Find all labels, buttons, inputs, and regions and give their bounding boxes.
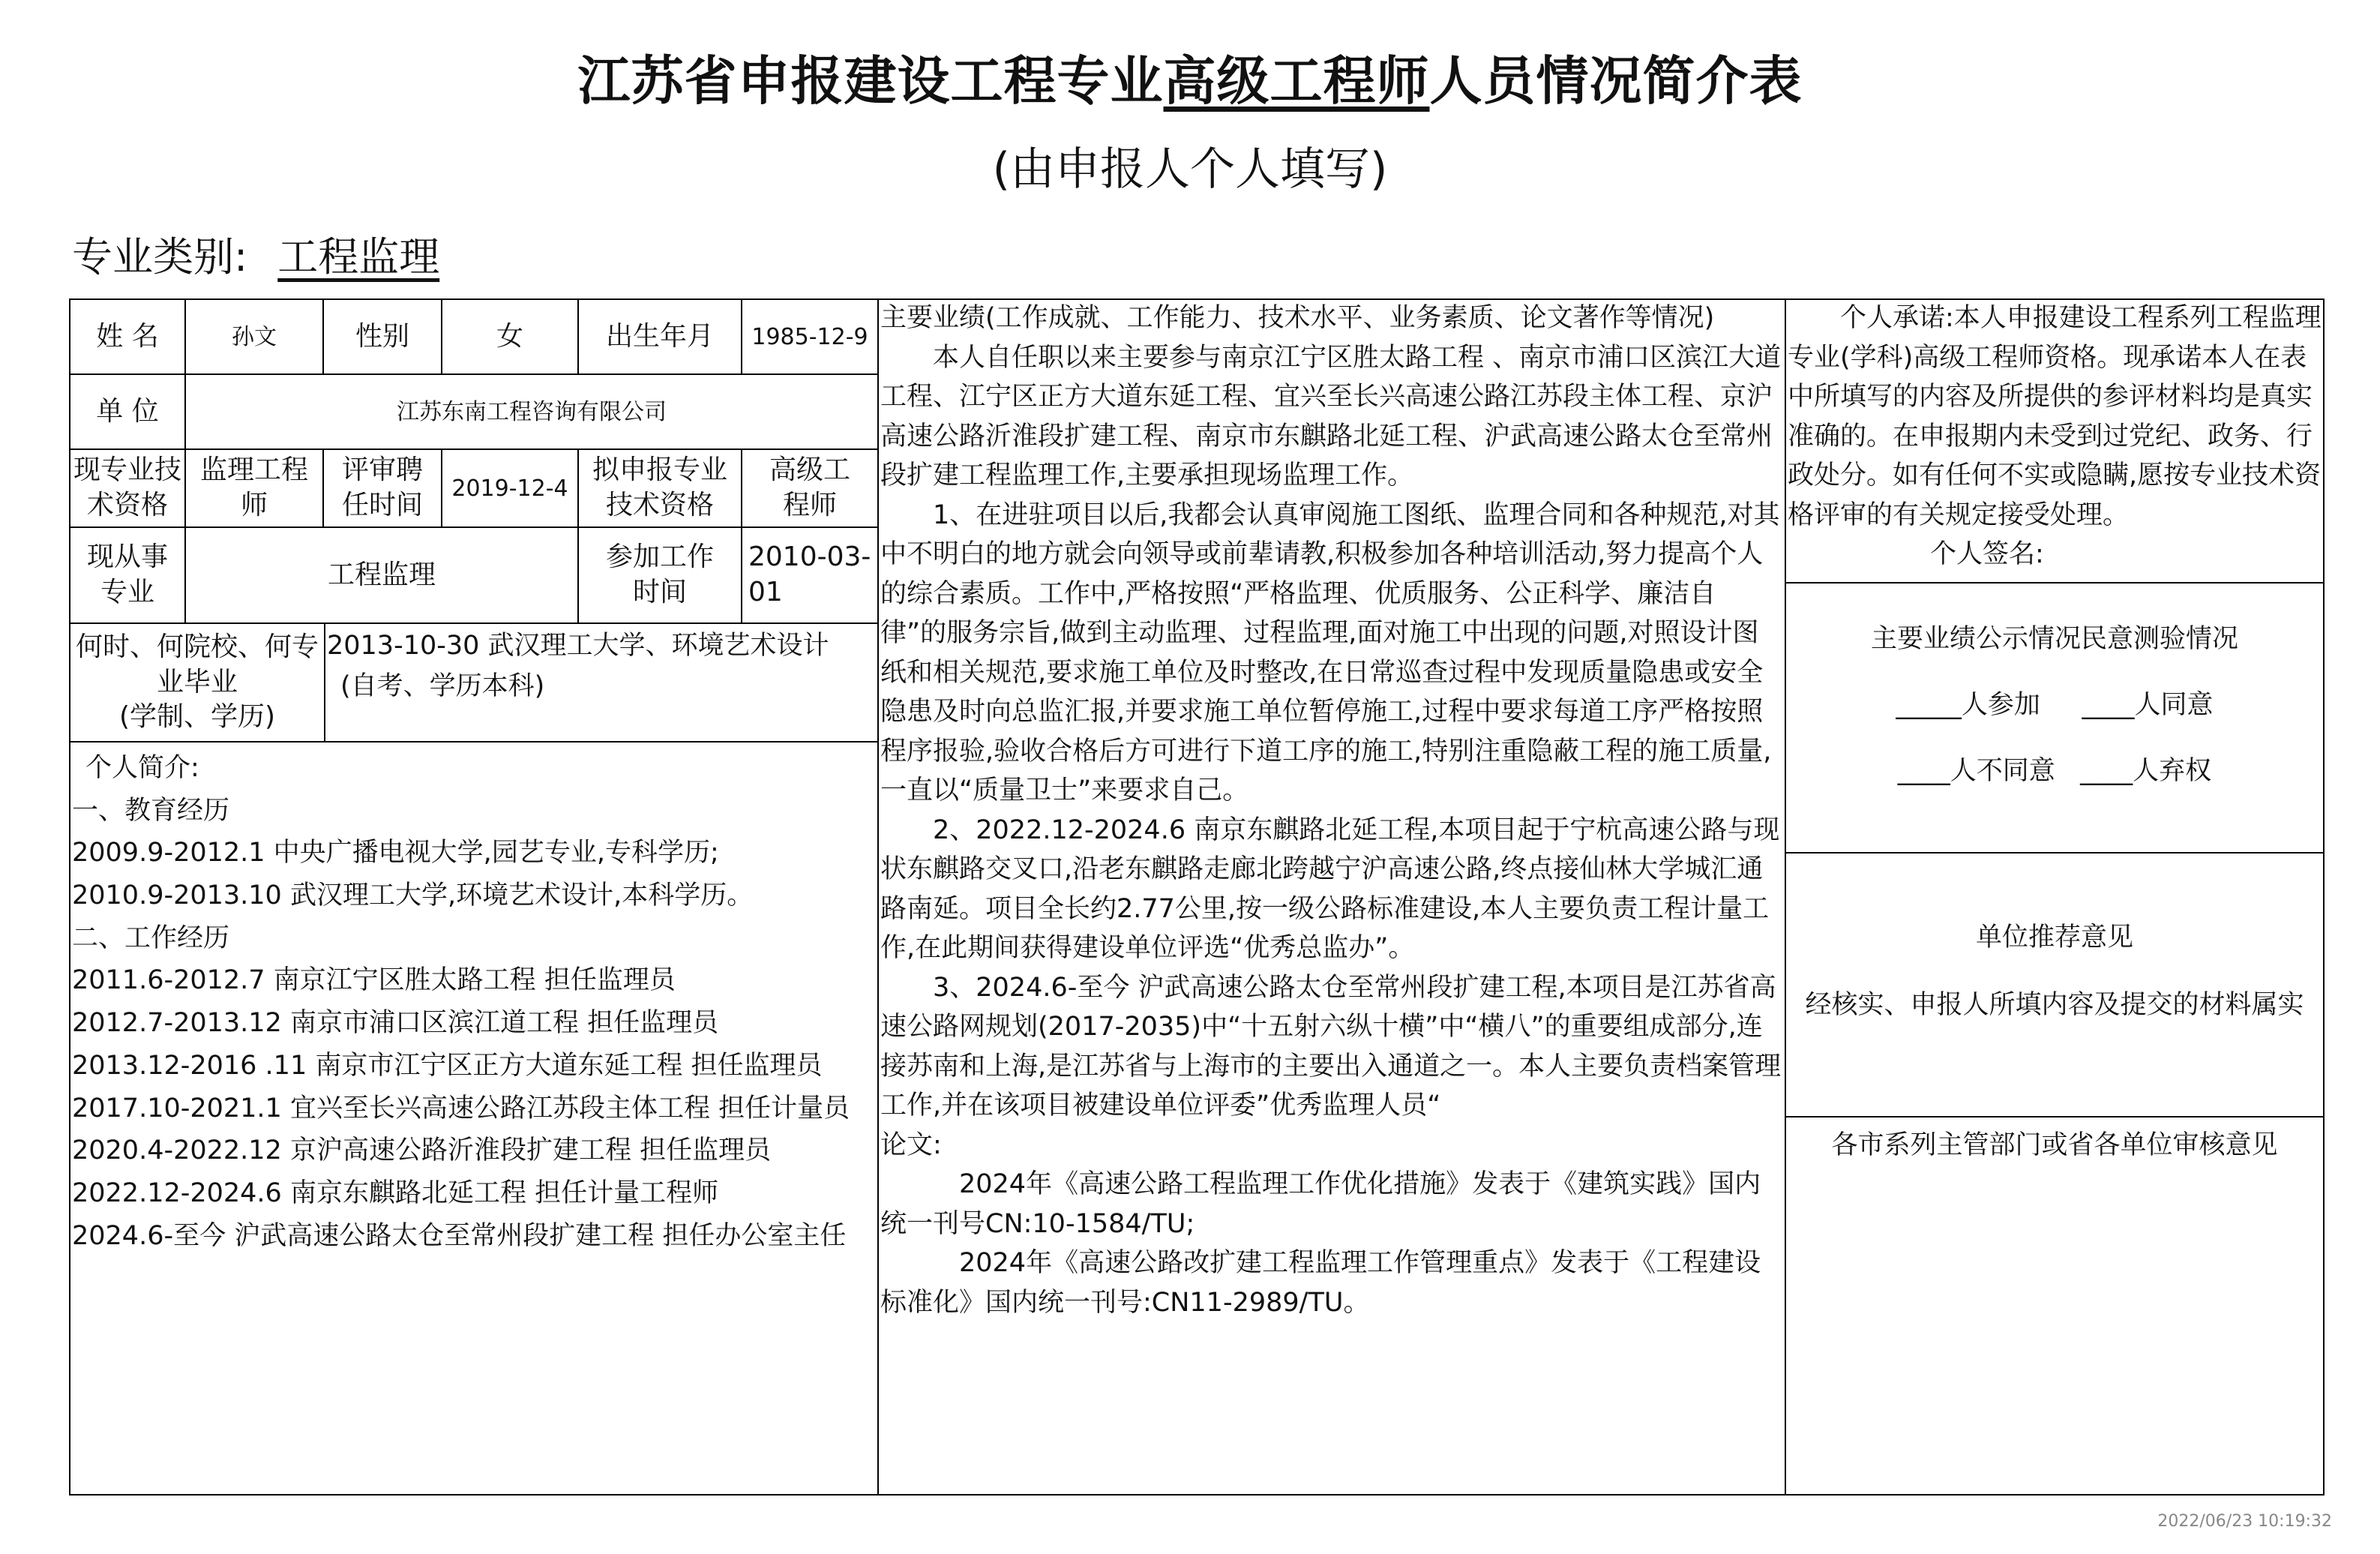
- achievement-paragraph: 3、2024.6-至今 沪武高速公路太仓至常州段扩建工程,本项目是江苏省高速公路网规划(2017-2035)中“十五射六纵十横”中“横八”的重要组成部分,连接苏南和上海,是江苏省与上海市的主要出入通道之一。本人主要负责档案管理工作,并在该项目被建设单位评委”优秀监理人员“: [880, 972, 1782, 1120]
- gender-label: 性别: [355, 320, 409, 352]
- qual-value: 监理工程师: [199, 454, 308, 520]
- name-label: 姓 名: [96, 320, 159, 352]
- work-item: 2020.4-2022.12 京沪高速公路沂淮段扩建工程 担任监理员: [72, 1136, 772, 1166]
- page-title: 江苏省申报建设工程专业高级工程师人员情况简介表: [577, 50, 1803, 112]
- name-value: 孙文: [232, 323, 277, 350]
- unit-value: 江苏东南工程咨询有限公司: [397, 398, 667, 425]
- work-item: 2012.7-2013.12 南京市浦口区滨江道工程 担任监理员: [72, 1008, 719, 1039]
- paper-item: 2024年《高速公路工程监理工作优化措施》发表于《建筑实践》国内统一刊号CN:10-1584/TU;: [880, 1169, 1761, 1239]
- column-divider: [877, 298, 879, 1496]
- work-item: 2022.12-2024.6 南京东麒路北延工程 担任计量工程师: [72, 1178, 719, 1208]
- work-item: 2017.10-2021.1 宜兴至长兴高速公路江苏段主体工程 担任计量员: [72, 1093, 850, 1124]
- unit-label: 单 位: [96, 395, 159, 427]
- edu-item: 2009.9-2012.1 中央广播电视大学,园艺专业,专科学历;: [72, 838, 719, 868]
- poll-line: _____人参加 ____人同意: [1896, 690, 2214, 720]
- signature-label: 个人签名:: [1930, 539, 2044, 569]
- poll-section: [1788, 618, 2322, 792]
- review-section: [1788, 1125, 2322, 1166]
- work-item: 2013.12-2016 .11 南京市江宁区正方大道东延工程 担任监理员: [72, 1050, 823, 1081]
- category-line: [72, 225, 439, 283]
- achievement-paragraph: 本人自任职以来主要参与南京江宁区胜太路工程 、南京市浦口区滨江大道工程、江宁区正方大道东延工程、宜兴至长兴高速公路江苏段主体工程、京沪高速公路沂淮段扩建工程、南京市东麒路北延工程、沪武高速公路太仓至常州段扩建工程监理工作,主要承担现场监理工作。: [880, 342, 1782, 490]
- gender-value: 女: [496, 320, 523, 352]
- row-divider: [1785, 582, 2325, 584]
- recommend-title: 单位推荐意见: [1975, 922, 2133, 952]
- birth-value: 1985-12-9: [751, 323, 868, 350]
- row-divider: [1785, 1116, 2325, 1118]
- cell-divider: [324, 622, 325, 741]
- pledge-text: 个人承诺:本人申报建设工程系列工程监理专业(学科)高级工程师资格。现承诺本人在表中所填写的内容及所提供的参评材料均是真实准确的。在申报期内未受到过党纪、政务、行政处分。如有任何不实或隐瞒,愿按专业技术资格评审的有关规定接受处理。: [1788, 303, 2322, 530]
- category-value: 工程监理: [277, 233, 440, 280]
- appoint-value: 2019-12-4: [451, 475, 568, 502]
- row-divider: [1785, 852, 2325, 854]
- work-item: 2024.6-至今 沪武高速公路太仓至常州段扩建工程 担任办公室主任: [72, 1220, 847, 1251]
- work-item: 2011.6-2012.7 南京江宁区胜太路工程 担任监理员: [72, 965, 676, 996]
- achievements-heading: 主要业绩(工作成就、工作能力、技术水平、业务素质、论文著作等情况): [880, 303, 1715, 333]
- graduation-value: 2013-10-30 武汉理工大学、环境艺术设计 (自考、学历本科): [327, 631, 829, 702]
- column-divider: [1785, 298, 1786, 1496]
- work-start-label: 参加工作时间: [605, 542, 714, 608]
- pledge-section: [1788, 298, 2322, 574]
- achievement-paragraph: 2、2022.12-2024.6 南京东麒路北延工程,本项目起于宁杭高速公路与现状东麒路交叉口,沿老东麒路走廊北跨越宁沪高速公路,终点接仙林大学城汇通路南延。项目全长约2.77公里,按一级公路标准建设,本人主要负责工程计量工作,在此期间获得建设单位评选“优秀总监办”。: [880, 814, 1780, 963]
- field-value: 工程监理: [327, 559, 436, 590]
- timestamp: 2022/06/23 10:19:32: [2157, 1512, 2332, 1531]
- field-label: 现从事专业: [86, 542, 168, 608]
- poll-title: 主要业绩公示情况民意测验情况: [1870, 624, 2238, 654]
- qual-label: 现专业技术资格: [73, 454, 182, 520]
- apply-label: 拟申报专业技术资格: [592, 454, 727, 520]
- achievement-paragraph: 1、在进驻项目以后,我都会认真审阅施工图纸、监理合同和各种规范,对其中不明白的地方就会向领导或前辈请教,积极参加各种培训活动,努力提高个人的综合素质。工作中,严格按照“严格监理、优质服务、公正科学、廉洁自律”的服务宗旨,做到主动监理、过程监理,面对施工中出现的问题,对照设计图纸和相关规范,要求施工单位及时整改,在日常巡查过程中发现质量隐患或安全隐患及时向总监汇报,并要求施工单位暂停施工,过程中要求每道工序严格按照程序报验,验收合格后方可进行下道工序的施工,特别注重隐蔽工程的施工质量,一直以“质量卫士”来要求自己。: [880, 500, 1780, 806]
- recommend-text: 经核实、申报人所填内容及提交的材料属实: [1805, 990, 2304, 1020]
- birth-label: 出生年月: [605, 320, 714, 352]
- work-start-value: 2010-03-01: [748, 542, 871, 608]
- category-label: 专业类别:: [72, 233, 248, 280]
- apply-value: 高级工程师: [769, 454, 850, 520]
- recommend-section: [1788, 916, 2322, 1026]
- appoint-label: 评审聘任时间: [341, 454, 423, 520]
- achievements: [880, 298, 1782, 1322]
- edu-item: 2010.9-2013.10 武汉理工大学,环境艺术设计,本科学历。: [72, 880, 754, 911]
- review-title: 各市系列主管部门或省各单位审核意见: [1831, 1130, 2278, 1160]
- personal-bio: 个人简介: 一、教育经历 2009.9-2012.1 中央广播电视大学,园艺专业,专科学历; 2010.9-2013.10 武汉理工大学,环境艺术设计,本科学历。 二、工作经历 2011.6-2012.7 南京江宁区胜太路工程 担任监理员 2012.7-2013.12 南京市浦口区滨江道工程 担任监理员 2013.12-2016 .11 南京市江宁区正方大道东延工程 担任监理员 2017.10-2021.1 宜兴至长兴高速公路江苏段主体工程 担任计量员 2020.4-2022.12 京沪高速公路沂淮段扩建工程 担任监理员 2022.12-2024.6 南京东麒路北延工程 担任计量工程师 2024.6-至今 沪武高速公路太仓至常州段扩建工程 担任办公室主任: [72, 747, 874, 1257]
- paper-item: 2024年《高速公路改扩建工程监理工作管理重点》发表于《工程建设标准化》国内统一刊号:CN11-2989/TU。: [880, 1248, 1761, 1318]
- page-subtitle: (由申报人个人填写): [992, 143, 1388, 196]
- papers-heading: 论文:: [880, 1130, 942, 1160]
- row-divider: [69, 741, 877, 742]
- poll-line: ____人不同意 ____人弃权: [1897, 756, 2212, 786]
- graduation-label: 何时、何院校、何专业毕业 (学制、学历): [75, 631, 319, 733]
